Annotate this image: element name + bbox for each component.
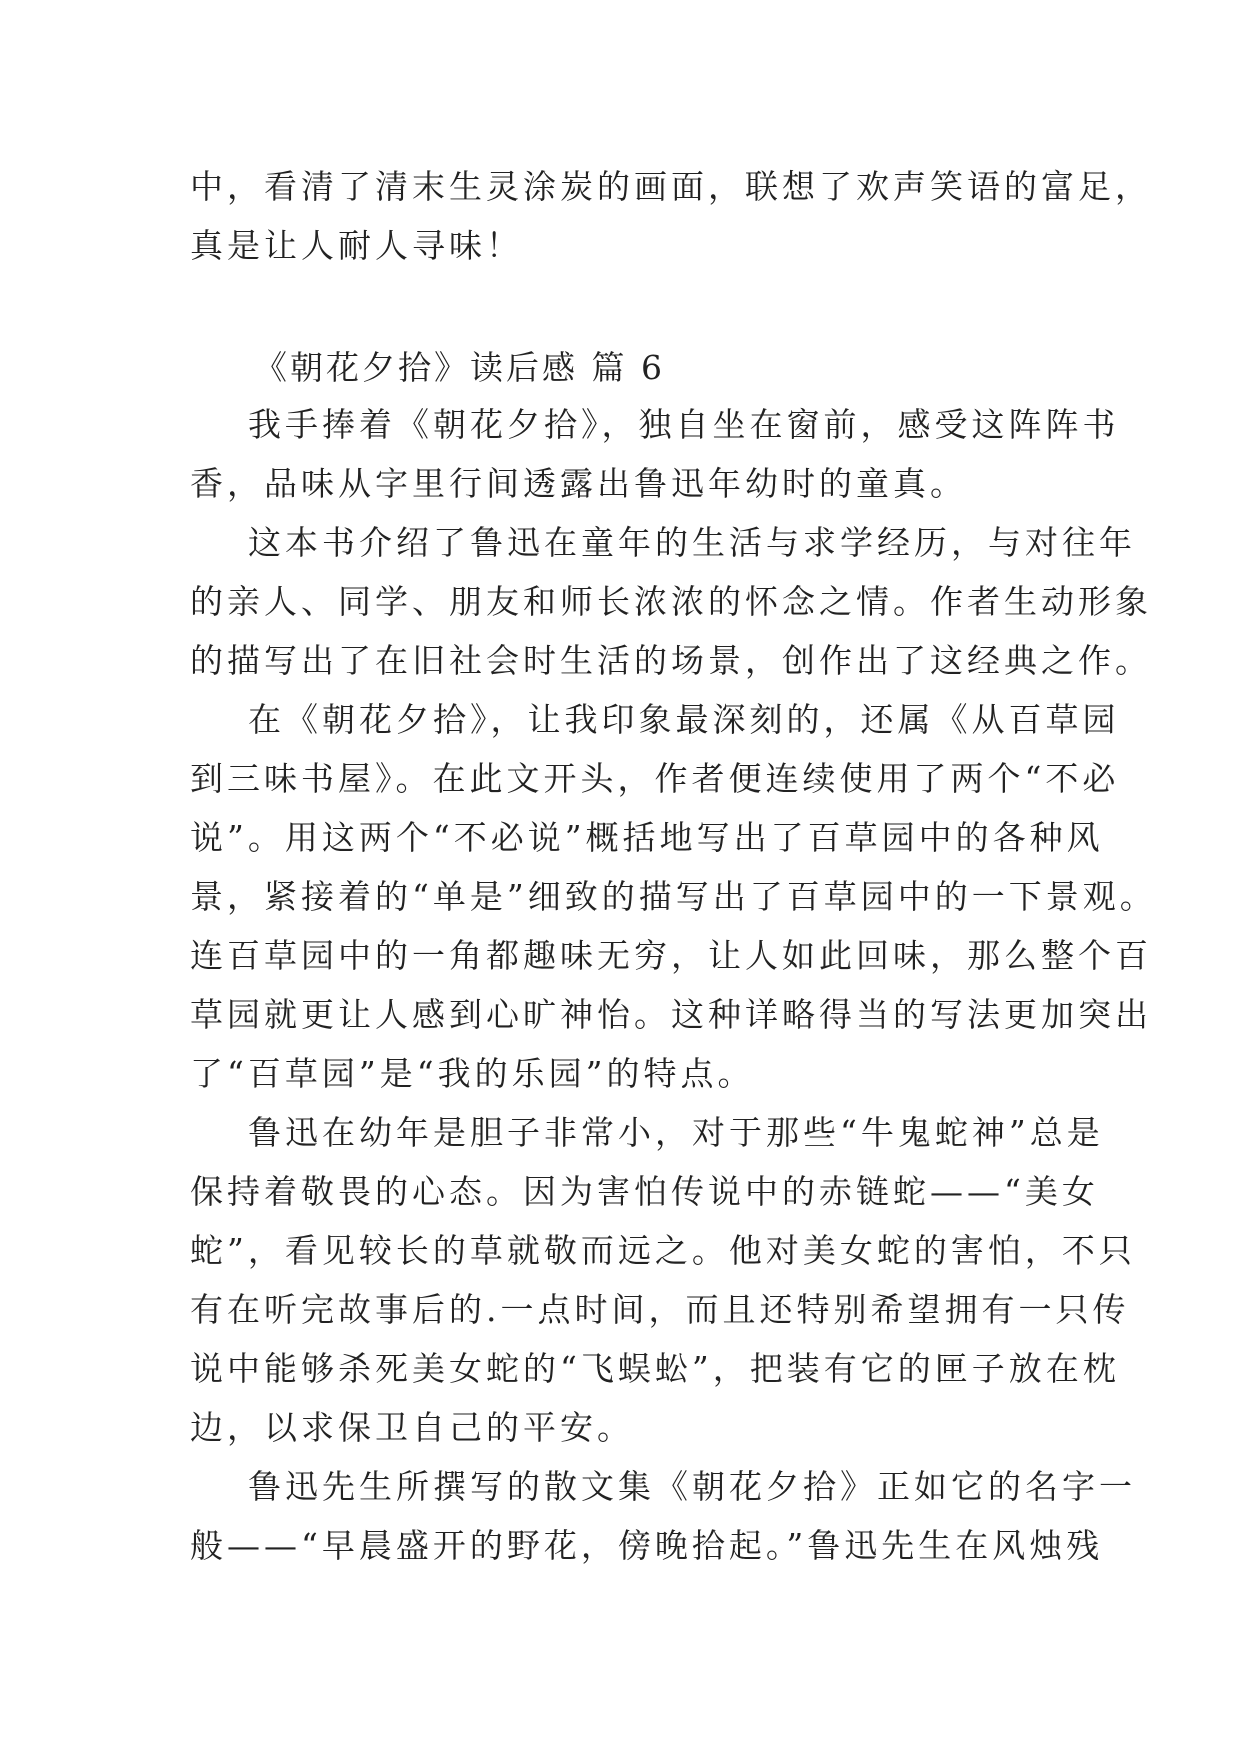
text-line: 的亲人、同学、朋友和师长浓浓的怀念之情。作者生动形象 — [190, 582, 1152, 621]
text-line: 在《朝花夕拾》，让我印象最深刻的，还属《从百草园 — [190, 700, 1120, 739]
text-line: 边，以求保卫自己的平安。 — [190, 1408, 634, 1447]
text-line: 景，紧接着的“单是”细致的描写出了百草园中的一下景观。 — [190, 877, 1157, 916]
text-line: 到三味书屋》。在此文开头，作者便连续使用了两个“不必 — [190, 759, 1120, 798]
text-line: 蛇”，看见较长的草就敬而远之。他对美女蛇的害怕，不只 — [190, 1231, 1136, 1270]
text-line: 连百草园中的一角都趣味无穷，让人如此回味，那么整个百 — [190, 936, 1152, 975]
text-line: 说”。用这两个“不必说”概括地写出了百草园中的各种风 — [190, 818, 1104, 857]
text-line: 保持着敬畏的心态。因为害怕传说中的赤链蛇——“美女 — [190, 1172, 1099, 1211]
text-line: 我手捧着《朝花夕拾》，独自坐在窗前，感受这阵阵书 — [190, 405, 1120, 444]
text-line: 般——“早晨盛开的野花，傍晚拾起。”鲁迅先生在风烛残 — [190, 1526, 1104, 1565]
body-text — [190, 395, 1157, 1575]
text-line: 的描写出了在旧社会时生活的场景，创作出了这经典之作。 — [190, 641, 1152, 680]
text-line: 鲁迅在幼年是胆子非常小，对于那些“牛鬼蛇神”总是 — [190, 1113, 1104, 1152]
text-line: 中，看清了清末生灵涂炭的画面，联想了欢声笑语的富足， — [190, 167, 1152, 206]
text-line: 了“百草园”是“我的乐园”的特点。 — [190, 1054, 755, 1093]
text-line: 草园就更让人感到心旷神怡。这种详略得当的写法更加突出 — [190, 995, 1152, 1034]
text-line: 这本书介绍了鲁迅在童年的生活与求学经历，与对往年 — [190, 523, 1136, 562]
text-line: 有在听完故事后的.一点时间，而且还特别希望拥有一只传 — [190, 1290, 1130, 1329]
section-heading: 《朝花夕拾》读后感 篇 6 — [254, 348, 665, 387]
text-line: 真是让人耐人寻味！ — [190, 226, 523, 265]
text-line: 香，品味从字里行间透露出鲁迅年幼时的童真。 — [190, 464, 967, 503]
text-line: 说中能够杀死美女蛇的“飞蜈蚣”，把装有它的匣子放在枕 — [190, 1349, 1120, 1388]
text-line: 鲁迅先生所撰写的散文集《朝花夕拾》正如它的名字一 — [190, 1467, 1136, 1506]
intro-paragraph — [190, 157, 1152, 275]
